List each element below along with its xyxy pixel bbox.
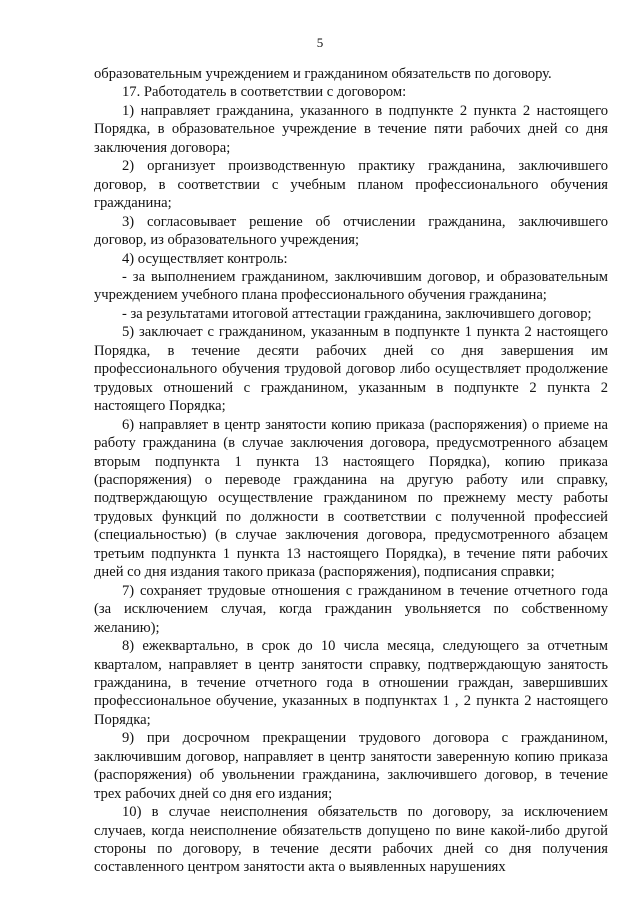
paragraph: 4) осуществляет контроль: (122, 250, 288, 267)
paragraph: 7) сохраняет трудовые отношения с гражданином в течение отчетного года (за исключением случая, когда гражданин увольняется по собственному желанию); (94, 582, 608, 636)
paragraph: - за результатами итоговой аттестации гражданина, заключившего договор; (122, 305, 592, 322)
paragraph: образовательным учреждением и гражданином обязательств по договору. (94, 66, 552, 82)
paragraph: 17. Работодатель в соответствии с договором: (122, 84, 407, 101)
paragraph: 1) направляет гражданина, указанного в подпункте 2 пункта 2 настоящего Порядка, в образовательное учреждение в течение пяти рабочих дней со дня заключения договора; (94, 102, 608, 156)
document-body (94, 65, 608, 877)
paragraph: 10) в случае неисполнения обязательств по договору, за исключением случаев, когда неисполнение обязательств допущено по вине какой-либо другой стороны по договору, в течение десяти рабочих дней со дня получения составленного центром занятости акта о выявленных нарушениях (94, 804, 608, 876)
paragraph: 5) заключает с гражданином, указанным в подпункте 1 пункта 2 настоящего Порядка, в течение десяти рабочих дней со дня завершения им профессионального обучения трудовой договор либо осуществляет продолжение трудовых отношений с гражданином, указанным в подпункте 2 пункта 2 настоящего Порядка; (94, 324, 608, 415)
paragraph: 9) при досрочном прекращении трудового договора с гражданином, заключившим договор, направляет в центр занятости заверенную копию приказа (распоряжения) об увольнении гражданина, заключившего договор, в течение трех рабочих дней со дня его издания; (94, 730, 608, 802)
paragraph: 8) ежеквартально, в срок до 10 числа месяца, следующего за отчетным кварталом, направляет в центр занятости справку, подтверждающую занятость гражданина, в течение отчетного года в отношении граждан, завершивших профессиональное обучение, указанных в подпунктах 1 , 2 пункта 2 настоящего Порядка; (94, 638, 608, 728)
page-number: 5 (316, 35, 324, 50)
paragraph: 6) направляет в центр занятости копию приказа (распоряжения) о приеме на работу гражданина (в случае заключения договора, предусмотренного абзацем вторым подпункта 1 пункта 13 настоящего Порядка), копию приказа (распоряжения) о переводе гражданина на другую работу или справку, подтверждающую осуществление гражданином по прежнему месту работы трудовых функций по должности в соответствии с полученной профессией (специальностью) (в случае заключения договора, предусмотренного абзацем третьим подпункта 1 пункта 13 настоящего Порядка), в течение пяти рабочих дней со дня издания такого приказа (распоряжения), подписания справки; (94, 416, 608, 581)
paragraph: 2) организует производственную практику гражданина, заключившего договор, в соответствии с учебным планом профессионального обучения гражданина; (94, 158, 608, 212)
paragraph: 3) согласовывает решение об отчислении гражданина, заключившего договор, из образовательного учреждения; (94, 213, 608, 249)
paragraph: - за выполнением гражданином, заключившим договор, и образовательным учреждением учебного плана профессионального обучения гражданина; (94, 268, 608, 304)
